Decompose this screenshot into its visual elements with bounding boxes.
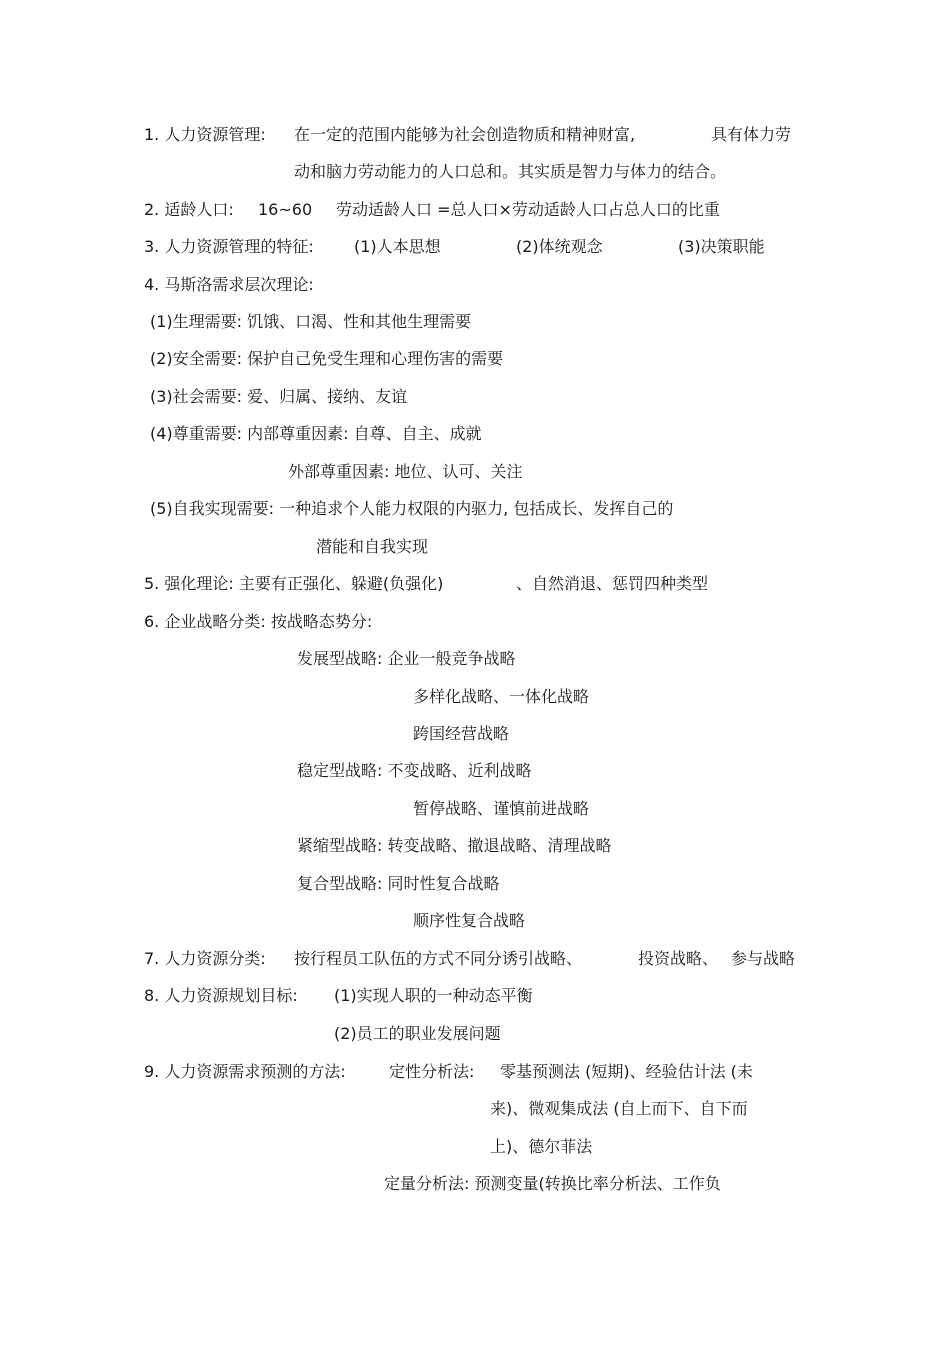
item-7-text-b: 投资战略、 xyxy=(638,949,719,968)
item-9-quantitative: 定量分析法: 预测变量(转换比率分析法、工作负 xyxy=(384,1174,721,1193)
strategy-stable-2: 暂停战略、谨慎前进战略 xyxy=(413,799,590,818)
item-9-qualitative-2: 来)、微观集成法 (自上而下、自下而 xyxy=(490,1099,748,1118)
strategy-development-3: 跨国经营战略 xyxy=(413,724,510,743)
item-8-goal-1: (1)实现人职的一种动态平衡 xyxy=(334,986,533,1005)
item-1-text-cont: 动和脑力劳动能力的人口总和。其实质是智力与体力的结合。 xyxy=(294,162,727,181)
item-1-text-tail: 具有体力劳 xyxy=(711,125,792,144)
item-2-range: 16~60 xyxy=(258,200,313,219)
item-8-goal-2: (2)员工的职业发展问题 xyxy=(334,1024,501,1043)
item-3-feature-3: (3)决策职能 xyxy=(678,237,765,256)
item-2-title: 2. 适龄人口: xyxy=(144,200,234,219)
item-1-text: 在一定的范围内能够为社会创造物质和精神财富, xyxy=(294,125,636,144)
item-5-title: 5. 强化理论: 主要有正强化、躲避(负强化) xyxy=(144,574,444,593)
item-8-title: 8. 人力资源规划目标: xyxy=(144,986,298,1005)
item-9-qualitative-1: 零基预测法 (短期)、经验估计法 (未 xyxy=(500,1062,753,1081)
item-7-text-a: 按行程员工队伍的方式不同分诱引战略、 xyxy=(294,949,583,968)
item-9-qualitative-label: 定性分析法: xyxy=(389,1062,475,1081)
item-4-title: 4. 马斯洛需求层次理论: xyxy=(144,275,314,294)
strategy-compound-2: 顺序性复合战略 xyxy=(413,911,526,930)
item-1-title: 1. 人力资源管理: xyxy=(144,125,266,144)
need-safety: (2)安全需要: 保护自己免受生理和心理伤害的需要 xyxy=(150,349,504,368)
strategy-development-2: 多样化战略、一体化战略 xyxy=(413,687,590,706)
item-7-text-c: 参与战略 xyxy=(731,949,796,968)
item-7-title: 7. 人力资源分类: xyxy=(144,949,266,968)
item-9-qualitative-3: 上)、德尔菲法 xyxy=(490,1137,593,1156)
strategy-compound: 复合型战略: 同时性复合战略 xyxy=(297,874,500,893)
strategy-stable: 稳定型战略: 不变战略、近利战略 xyxy=(297,761,532,780)
need-self-actualization: (5)自我实现需要: 一种追求个人能力权限的内驱力, 包括成长、发挥自己的 xyxy=(150,499,674,518)
need-esteem: (4)尊重需要: 内部尊重因素: 自尊、自主、成就 xyxy=(150,424,482,443)
item-3-feature-2: (2)体统观念 xyxy=(516,237,603,256)
need-social: (3)社会需要: 爱、归属、接纳、友谊 xyxy=(150,387,408,406)
item-2-formula: 劳动适龄人口 =总人口×劳动适龄人口占总人口的比重 xyxy=(336,200,720,219)
strategy-shrink: 紧缩型战略: 转变战略、撤退战略、清理战略 xyxy=(297,836,612,855)
need-self-actualization-cont: 潜能和自我实现 xyxy=(316,537,429,556)
item-5-rest: 、自然消退、惩罚四种类型 xyxy=(516,574,709,593)
need-esteem-external: 外部尊重因素: 地位、认可、关注 xyxy=(288,462,523,481)
strategy-development: 发展型战略: 企业一般竞争战略 xyxy=(297,649,516,668)
item-6-title: 6. 企业战略分类: 按战略态势分: xyxy=(144,612,373,631)
need-physiological: (1)生理需要: 饥饿、口渴、性和其他生理需要 xyxy=(150,312,472,331)
item-9-title: 9. 人力资源需求预测的方法: xyxy=(144,1062,346,1081)
item-3-feature-1: (1)人本思想 xyxy=(354,237,441,256)
item-3-title: 3. 人力资源管理的特征: xyxy=(144,237,314,256)
